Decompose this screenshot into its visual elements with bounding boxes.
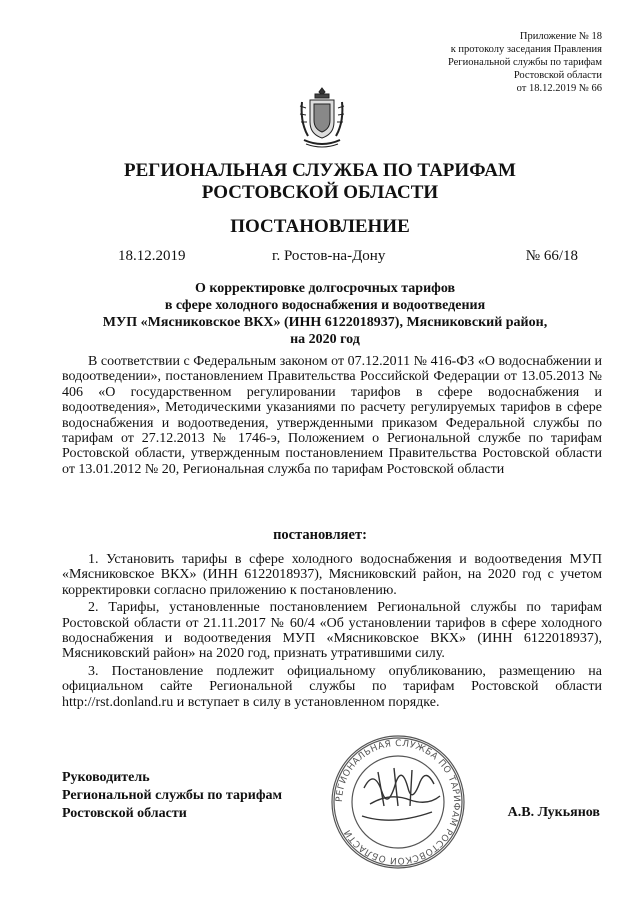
preamble-paragraph: В соответствии с Федеральным законом от 07.12.2011 № 416-ФЗ «О водоснабжении и водоотведении», постановлением Правительства Российской Федерации от 13.05.2013 № 406 «О государственном регулировании тарифов в сфере водоснабжения и водоотведения», Методическими указаниями по расчету регулируемых тарифов в сфере водоснабжения и водоотведения, утвержденными приказом Федеральной службы по тарифам от 27.12.2013 № 1746-э, Положением о Региональной службе по тарифам Ростовской области, утвержденным постановлением Правительства Ростовской области от 13.01.2012 № 20, Региональная служба по тарифам Ростовской области [62,354,602,477]
resolution-keyword: постановляет: [273,527,367,543]
resolution-item: 1. Установить тарифы в сфере холодного водоснабжения и водоотведения МУП «Мясниковское ВКХ» (ИНН 6122018937), Мясниковский район, на 2020 год с учетом корректировки согласно приложению к постановлению. [62,552,602,598]
resolution-item: 3. Постановление подлежит официальному опубликованию, размещению на официальном сайте Региональной службы по тарифам Ростовской области http://rst.donland.ru и вступает в силу в установленном порядке. [62,663,602,710]
annex-line: к протоколу заседания Правления [450,44,602,55]
annex-line: от 18.12.2019 № 66 [516,83,602,94]
annex-line: Региональной службы по тарифам [447,57,602,68]
document-date: 18.12.2019 [118,248,186,264]
resolution-items [62,552,602,712]
official-seal [322,732,474,872]
organization-title [0,160,640,204]
seal-text: РЕГИОНАЛЬНАЯ СЛУЖБА ПО ТАРИФАМ РОСТОВСКОЙ ОБЛАСТИ [334,738,462,866]
signatory-name: А.В. Лукьянов [507,805,600,820]
annex-line: Приложение № 18 [519,31,602,42]
document-type: ПОСТАНОВЛЕНИЕ [230,216,410,237]
coat-of-arms-icon [296,84,348,150]
resolution-item: 2. Тарифы, установленные постановлением Региональной службы по тарифам Ростовской области от 21.11.2017 № 60/4 «Об установлении тарифов в сфере холодного водоснабжения и водоотведения МУП «Мясниковское ВКХ» (ИНН 6122018937), Мясниковский район» на 2020 год, признать утратившими силу. [62,600,602,662]
annex-note [448,30,602,95]
signatory-title-line: Руководитель [62,770,150,785]
subject-line: МУП «Мясниковское ВКХ» (ИНН 6122018937), Мясниковский район, [102,315,548,330]
subject-line: на 2020 год [290,332,360,347]
org-line: РОСТОВСКОЙ ОБЛАСТИ [201,182,439,203]
org-line: РЕГИОНАЛЬНАЯ СЛУЖБА ПО ТАРИФАМ [124,160,516,181]
signatory-title-line: Ростовской области [62,806,187,821]
document-subject [60,280,590,348]
document-city: г. Ростов-на-Дону [272,248,386,264]
signatory-title-line: Региональной службы по тарифам [62,788,283,803]
subject-line: в сфере холодного водоснабжения и водоотведения [164,298,486,313]
signature-stroke [362,768,440,820]
signatory-title [62,769,282,823]
annex-line: Ростовской области [513,70,602,81]
subject-line: О корректировке долгосрочных тарифов [194,281,456,296]
document-number: № 66/18 [525,248,578,264]
